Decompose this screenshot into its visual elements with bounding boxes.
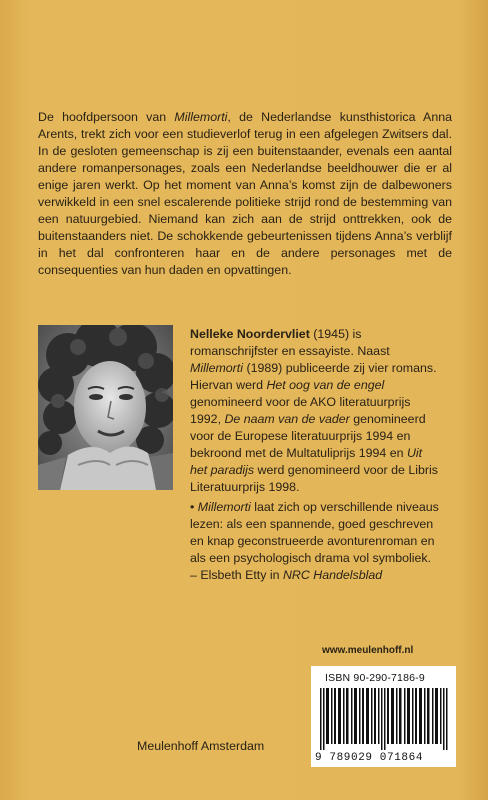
quote-bullet: • xyxy=(190,500,198,514)
isbn-text: ISBN 90-290-7186-9 xyxy=(325,672,425,684)
publisher-url: www.meulenhoff.nl xyxy=(322,645,414,656)
bio-text: genomineerd voor de Europese literatuurprijs 1994 en bekroond met de Multatuliprijs 1994 en xyxy=(190,412,426,460)
quote-paragraph xyxy=(190,499,440,584)
author-name: Nelleke Noordervliet xyxy=(190,327,310,341)
bio-paragraph xyxy=(190,326,440,496)
barcode-icon xyxy=(320,688,448,750)
blurb-book-title: Millemorti xyxy=(174,110,228,124)
blurb-text: , de Nederlandse kunsthistorica Anna Arents, trekt zich voor een studieverlof terug in een afgelegen Zwitsers dal. In de gesloten gemeenschap is zij een buitenstaander, evenals een aantal andere romanpersonages, zoals een Nederlandse beeldhouwer die er al enige jaren werkt. Op het moment van Anna’s komst zijn de dalbewoners verwikkeld in een snel escalerende politieke strijd rond de bestemming van een natuurgebied. Niemand kan zich aan de strijd onttrekken, ook de buitenstaanders niet. De schokkende gebeurtenissen tijdens Anna’s verblijf in het dal confronteren haar en de andere personages met de consequenties van hun daden en opvattingen. xyxy=(38,110,452,277)
bio-text: (1945) is romanschrijfster en essayiste. Naast xyxy=(190,327,390,358)
blurb-text: De hoofdpersoon van xyxy=(38,110,175,124)
quote-text: laat zich op verschillende niveaus lezen: als een spannende, goed geschreven en knap geconstrueerde avonturenroman en als een psychologisch drama vol symboliek. xyxy=(190,500,439,565)
barcode-number: 9 789029 071864 xyxy=(315,752,424,764)
author-portrait-image xyxy=(38,325,173,490)
bio-book-title: Uit het paradijs xyxy=(190,446,423,477)
bio-book-title: De naam van de vader xyxy=(224,412,350,426)
quote-book-title: Millemorti xyxy=(197,500,251,514)
quote-attribution: – Elsbeth Etty in xyxy=(190,568,283,582)
bio-book-title: Het oog van de engel xyxy=(266,378,385,392)
bio-text: (1989) publiceerde zij vier romans. Hiervan werd xyxy=(190,361,437,392)
bio-book-title: Millemorti xyxy=(190,361,244,375)
blurb xyxy=(38,109,452,279)
publisher-name: Meulenhoff Amsterdam xyxy=(137,739,265,753)
review-quote xyxy=(190,499,440,584)
blurb-paragraph xyxy=(38,109,452,279)
quote-source: NRC Handelsblad xyxy=(282,568,383,582)
barcode-label xyxy=(311,666,456,767)
author-photo xyxy=(38,325,173,490)
bio-text: genomineerd voor de AKO literatuurprijs 1992, xyxy=(190,395,411,426)
bio-text: werd genomineerd voor de Libris Literatuurprijs 1998. xyxy=(190,463,438,494)
author-bio xyxy=(190,326,440,496)
